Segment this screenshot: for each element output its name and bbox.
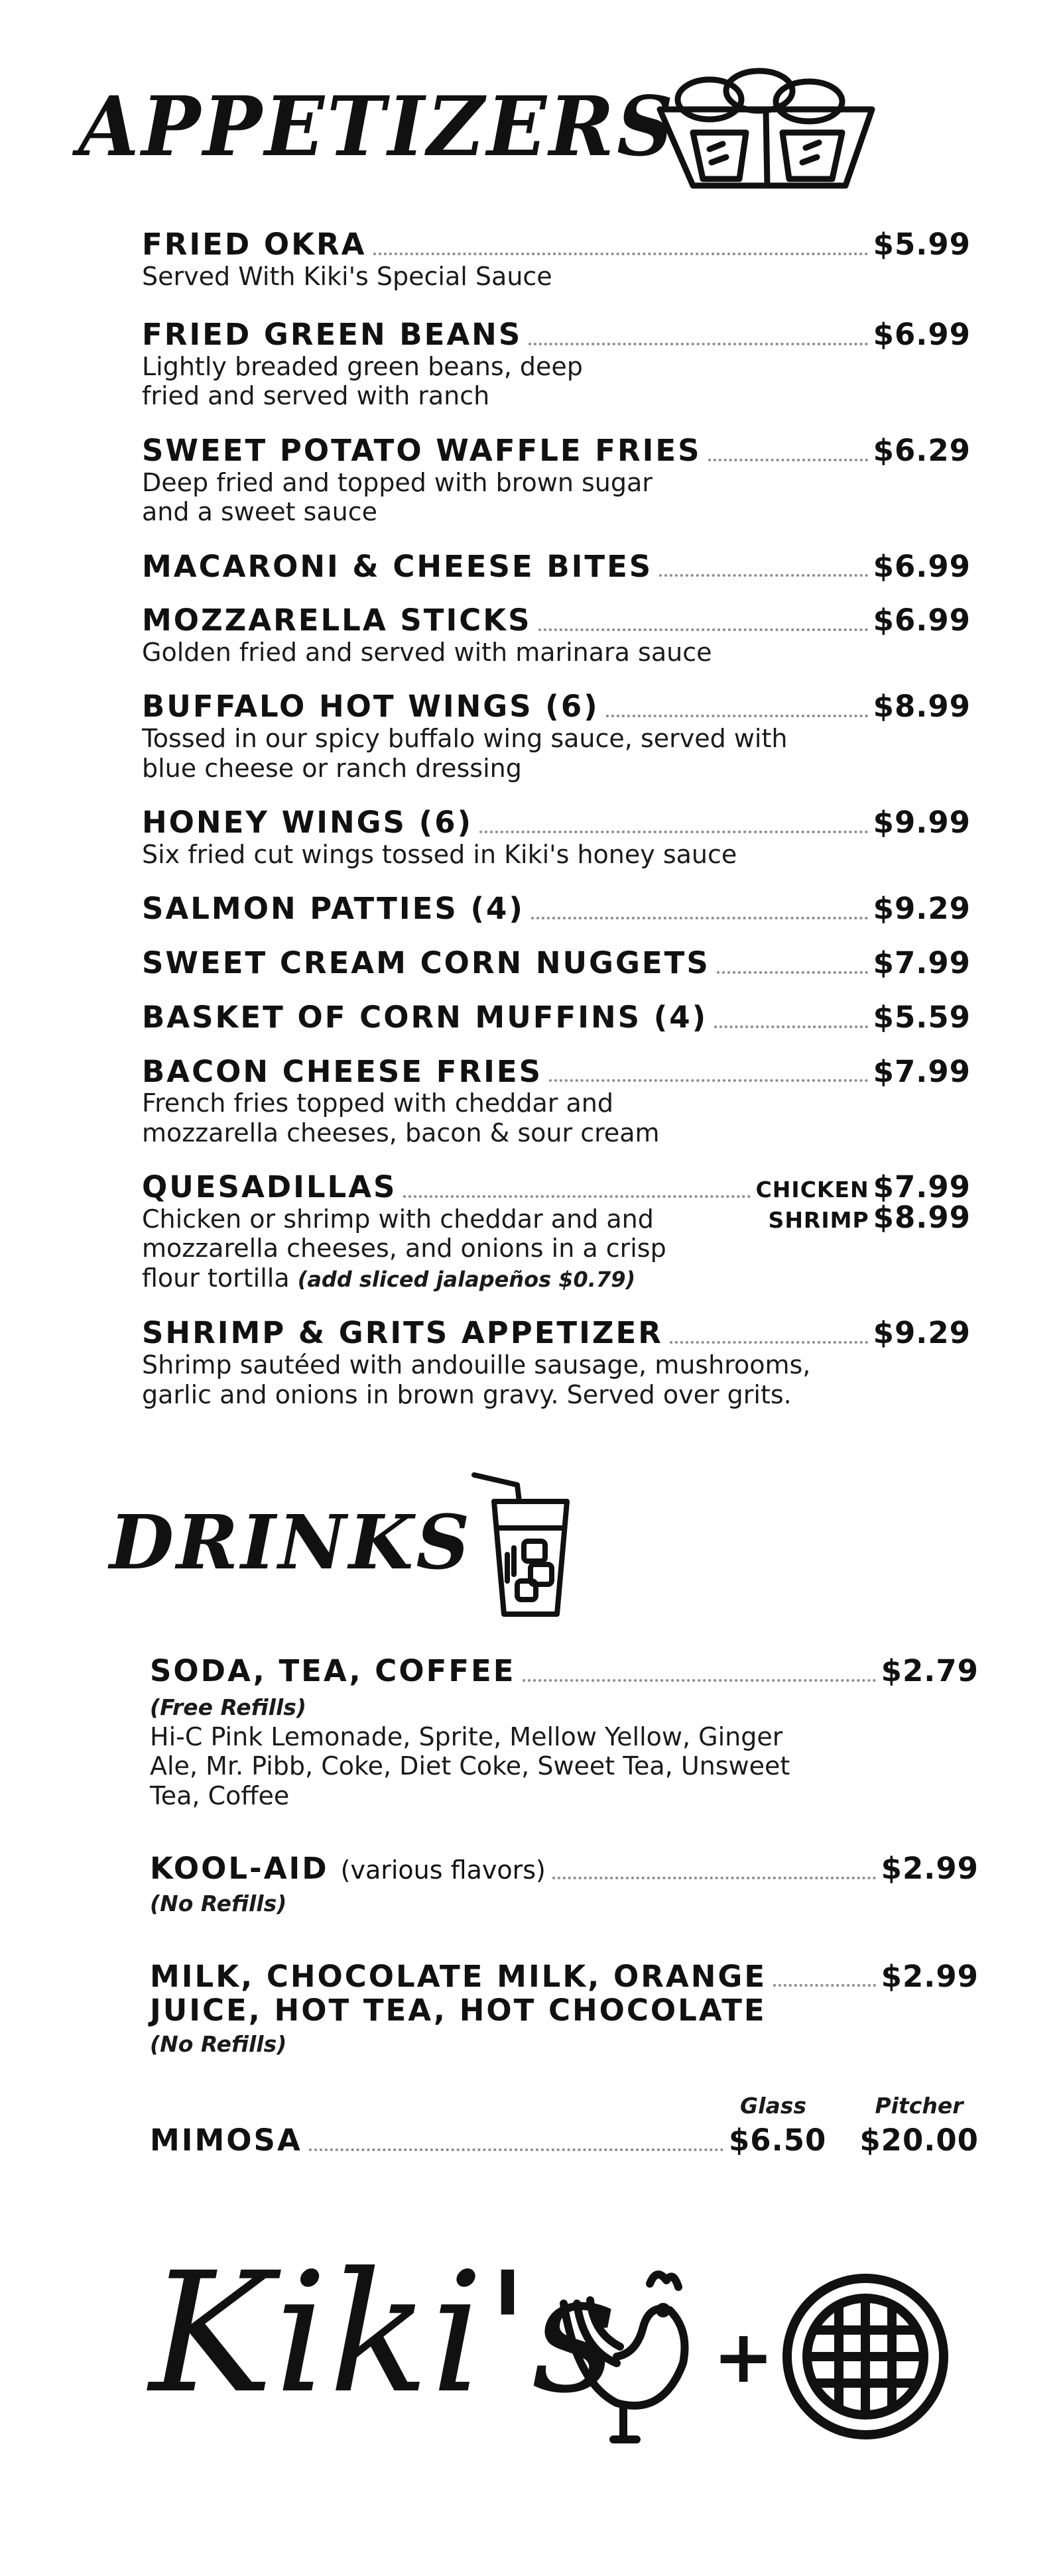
item-price: $8.99 xyxy=(873,689,971,725)
jalapeno-addon: (add sliced jalapeños $0.79) xyxy=(297,1266,636,1292)
drink-item-milk xyxy=(150,1960,979,2059)
leader-dots xyxy=(309,2148,723,2151)
menu-item xyxy=(142,805,971,869)
leader-dots xyxy=(403,1195,750,1198)
leader-dots xyxy=(714,1025,868,1028)
item-name: QUESADILLAS xyxy=(142,1169,397,1205)
item-description: Golden fried and served with marinara sauce xyxy=(142,638,712,668)
leader-dots xyxy=(523,1679,876,1682)
item-name: SALMON PATTIES (4) xyxy=(142,891,525,927)
item-price: $2.99 xyxy=(881,1958,979,1994)
menu-item xyxy=(142,1000,971,1035)
size-headers xyxy=(150,2092,979,2121)
appetizers-title: APPETIZERS xyxy=(78,78,676,175)
glass-price: $6.50 xyxy=(729,2122,827,2158)
logo-plus: + xyxy=(713,2314,775,2399)
item-name: FRIED GREEN BEANS xyxy=(142,317,523,353)
menu-item-quesadillas xyxy=(142,1170,971,1293)
shrimp-price: $8.99 xyxy=(873,1199,971,1235)
item-name: SHRIMP & GRITS APPETIZER xyxy=(142,1315,663,1351)
item-price: $6.99 xyxy=(873,603,971,638)
menu-item xyxy=(142,227,971,291)
item-name: MILK, CHOCOLATE MILK, ORANGE xyxy=(150,1958,767,1994)
leader-dots xyxy=(529,343,867,345)
item-price: $5.99 xyxy=(873,227,971,262)
refill-note: (No Refills) xyxy=(150,1890,287,1916)
item-description: Six fried cut wings tossed in Kiki's honey sauce xyxy=(142,839,737,869)
menu-item xyxy=(142,946,971,980)
kikis-logo xyxy=(149,2237,952,2463)
refill-note: (No Refills) xyxy=(150,2031,287,2058)
refill-note: (Free Refills) xyxy=(150,1694,306,1720)
leader-dots xyxy=(670,1341,868,1344)
item-name: MOZZARELLA STICKS xyxy=(142,603,532,638)
item-description: Lightly breaded green beans, deep fried and served with ranch xyxy=(142,351,583,411)
menu-item xyxy=(142,892,971,926)
item-name: MACARONI & CHEESE BITES xyxy=(142,548,653,584)
item-description xyxy=(142,1204,725,1294)
logo-wordmark: Kiki's xyxy=(149,2237,619,2430)
appetizer-list xyxy=(142,227,971,1409)
item-description: French fries topped with cheddar and mozzarella cheeses, bacon & sour cream xyxy=(142,1088,660,1147)
item-description: Hi-C Pink Lemonade, Sprite, Mellow Yellow, Ginger Ale, Mr. Pibb, Coke, Diet Coke, Sweet Tea, Unsweet Tea, Coffee xyxy=(150,1722,790,1810)
item-name: MIMOSA xyxy=(150,2122,302,2158)
item-name-line2: JUICE, HOT TEA, HOT CHOCOLATE xyxy=(150,1993,767,2028)
item-price: $7.99 xyxy=(873,945,971,981)
koolaid-flavor: (various flavors) xyxy=(340,1855,546,1885)
item-price: $6.99 xyxy=(873,317,971,353)
item-name: FRIED OKRA xyxy=(142,227,367,262)
chicken-label: CHICKEN xyxy=(755,1177,869,1203)
leader-dots xyxy=(773,1984,876,1987)
leader-dots xyxy=(538,628,868,631)
drinks-title: DRINKS xyxy=(109,1499,473,1586)
item-name xyxy=(150,1851,546,1886)
leader-dots xyxy=(606,715,868,717)
menu-item xyxy=(142,603,971,667)
quesadilla-description: Chicken or shrimp with cheddar and and mozzarella cheeses, and onions in a crisp flour tortilla xyxy=(142,1204,666,1293)
drink-item-koolaid xyxy=(150,1851,979,1918)
item-description: Shrimp sautéed with andouille sausage, mushrooms, garlic and onions in brown gravy. Served over grits. xyxy=(142,1350,811,1409)
iced-drink-glass-icon xyxy=(468,1468,587,1621)
leader-dots xyxy=(708,459,868,461)
menu-item xyxy=(142,434,971,527)
item-name: SWEET CREAM CORN NUGGETS xyxy=(142,945,710,981)
leader-dots xyxy=(531,917,868,919)
menu-item xyxy=(142,689,971,783)
item-name: HONEY WINGS (6) xyxy=(142,805,473,841)
shrimp-label: SHRIMP xyxy=(768,1206,869,1233)
drink-list xyxy=(150,1654,979,2158)
item-price: $5.59 xyxy=(873,999,971,1035)
pitcher-label: Pitcher xyxy=(875,2093,964,2119)
rooster-icon xyxy=(550,2264,703,2456)
koolaid-name: KOOL-AID xyxy=(150,1851,329,1886)
basket-of-food-icon xyxy=(647,63,885,196)
leader-dots xyxy=(717,971,868,974)
item-description: Tossed in our spicy buffalo wing sauce, served with blue cheese or ranch dressing xyxy=(142,724,788,783)
waffle-icon xyxy=(779,2270,952,2443)
pitcher-price: $20.00 xyxy=(859,2122,979,2158)
leader-dots xyxy=(552,1877,876,1879)
item-price: $2.99 xyxy=(881,1851,979,1886)
leader-dots xyxy=(373,253,868,255)
chicken-price: $7.99 xyxy=(873,1169,971,1205)
glass-label: Glass xyxy=(740,2093,806,2119)
menu-item-shrimp-grits xyxy=(142,1316,971,1409)
leader-dots xyxy=(479,831,868,833)
item-price: $9.29 xyxy=(873,891,971,927)
menu-item xyxy=(142,318,971,411)
item-name: SWEET POTATO WAFFLE FRIES xyxy=(142,432,702,468)
item-price: $6.99 xyxy=(873,548,971,584)
item-name: BASKET OF CORN MUFFINS (4) xyxy=(142,999,708,1035)
item-price: $9.99 xyxy=(873,805,971,841)
item-description: Deep fried and topped with brown sugar and a sweet sauce xyxy=(142,467,653,527)
item-price: $9.29 xyxy=(873,1315,971,1351)
menu-item xyxy=(142,1055,971,1148)
leader-dots xyxy=(659,574,867,577)
item-name: BACON CHEESE FRIES xyxy=(142,1053,542,1089)
item-price: $6.29 xyxy=(873,432,971,468)
item-description: Served With Kiki's Special Sauce xyxy=(142,261,552,291)
shrimp-option xyxy=(769,1200,971,1235)
leader-dots xyxy=(549,1079,868,1082)
drink-item-mimosa xyxy=(150,2092,979,2158)
item-name: SODA, TEA, COFFEE xyxy=(150,1653,516,1688)
menu-item xyxy=(142,550,971,584)
item-price: $2.79 xyxy=(881,1653,979,1688)
item-name: BUFFALO HOT WINGS (6) xyxy=(142,689,599,725)
drink-item-soda xyxy=(150,1654,979,1810)
item-price: $7.99 xyxy=(873,1053,971,1089)
